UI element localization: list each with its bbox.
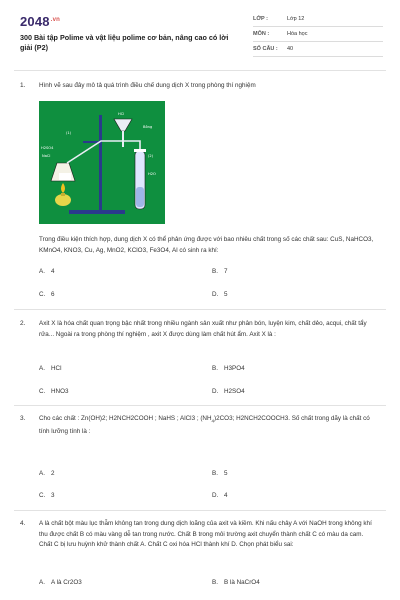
- question-text: Cho các chất : Zn(OH)2; H2NCH2COOH ; NaHS ; AlCl3 ; $(NH_4)2CO3$; H2NCH2COOCH3. Số chất trong dãy là chất có tính lưỡng tính là :: [39, 415, 370, 435]
- lab-apparatus-diagram: [39, 101, 165, 224]
- question-divider: [14, 510, 386, 511]
- figure-label: H2SO4: [41, 146, 54, 150]
- question-text: A là chất bột màu lục thẫm không tan trong dung dịch loãng của axit và kiềm. Khi nấu chảy A với NaOH trong không khí thu được chất B có màu vàng dễ tan trong nước. Chất B trong môi trường axit chuyển thành chất C có màu da cam. Chất C bị lưu huỳnh khử thành chất A. Chất C oxi hóa HCl thành khí D. Chọn phát biểu sai:: [39, 520, 372, 548]
- answer-option-a[interactable]: A. HCl: [39, 365, 62, 372]
- answer-option-c[interactable]: C. 6: [39, 291, 55, 298]
- question-text: Trong điều kiện thích hợp, dung dịch X có thể phản ứng được với bao nhiêu chất trong số các chất sau: CuS, NaHCO3, KMnO4, KNO3, Cu, Ag, MnO2, KClO3, Fe3O4, Al có sinh ra khí:: [39, 236, 374, 254]
- question-number: 2.: [20, 320, 26, 327]
- answer-option-b[interactable]: B. 5: [212, 470, 228, 477]
- question-number: 3.: [20, 415, 26, 422]
- figure-label: NaCl: [42, 154, 51, 158]
- question-text: Hình vẽ sau đây mô tả quá trình điều chế dung dịch X trong phòng thí nghiệm: [39, 82, 256, 89]
- figure-label: H2O: [148, 172, 156, 176]
- question-number: 1.: [20, 82, 26, 89]
- answer-option-c[interactable]: C. 3: [39, 492, 55, 499]
- lab-apparatus-figure: [39, 101, 165, 224]
- figure-label: (2): [148, 154, 154, 158]
- page-header: $2048^{.vn}$ 300 Bài tập Polime và vật liệu polime cơ bản, nâng cao có lời giải (P2) LỚP : Lớp 12 MÔN : Hóa học SỐ CÂU : 40: [0, 0, 400, 66]
- answer-option-d[interactable]: D. H2SO4: [212, 388, 245, 395]
- question-divider: [14, 309, 386, 310]
- document-title: 300 Bài tập Polime và vật liệu polime cơ bản, nâng cao có lời giải (P2): [20, 33, 229, 52]
- answer-option-d[interactable]: D. 4: [212, 492, 228, 499]
- answer-option-d[interactable]: D. 5: [212, 291, 228, 298]
- figure-label: HCl: [118, 112, 125, 116]
- site-logo[interactable]: $2048^{.vn}$: [20, 14, 61, 29]
- question-text: Axit X là hóa chất quan trọng bậc nhất trong nhiều ngành sản xuất như phân bón, luyện kim, chất dẻo, acqui, chất tẩy rửa... Ngoài ra trong phòng thí nghiệm , axit X được dùng làm chất hút ẩm. Axit X là :: [39, 320, 367, 338]
- question-number: 4.: [20, 520, 26, 527]
- answer-option-b[interactable]: B. B là NaCrO4: [212, 579, 260, 586]
- answer-option-c[interactable]: C. HNO3: [39, 388, 69, 395]
- answer-option-b[interactable]: B. 7: [212, 268, 228, 275]
- meta-divider: [253, 26, 383, 27]
- figure-label: (1): [66, 131, 72, 135]
- meta-divider: [253, 41, 383, 42]
- answer-option-a[interactable]: A. 4: [39, 268, 55, 275]
- answer-option-a[interactable]: A. 2: [39, 470, 55, 477]
- meta-divider: [253, 56, 383, 57]
- answer-option-a[interactable]: A. A là Cr2O3: [39, 579, 82, 586]
- figure-label: Bông: [143, 125, 153, 129]
- header-divider: [14, 70, 386, 71]
- answer-option-b[interactable]: B. H3PO4: [212, 365, 245, 372]
- question-divider: [14, 405, 386, 406]
